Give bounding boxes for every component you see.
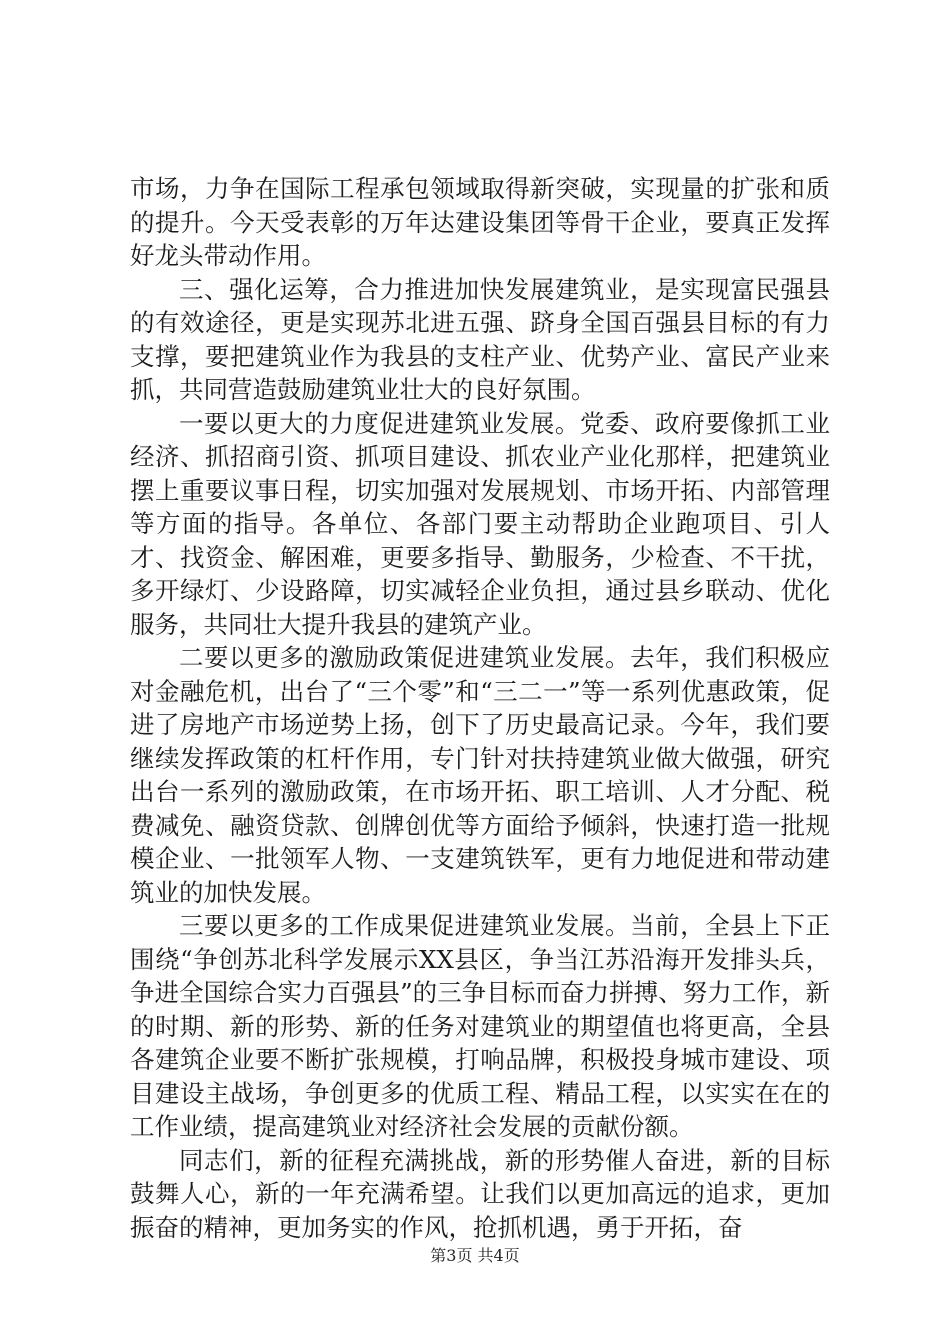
paragraph-point-one: 一要以更大的力度促进建筑业发展。党委、政府要像抓工业经济、抓招商引资、抓项目建设、抓农业产业化那样，把建筑业摆上重要议事日程，切实加强对发展规划、市场开拓、内部管理等方面的指导。各单位、各部门要主动帮助企业跑项目、引人才、找资金、解困难，更要多指导、勤服务，少检查、不干扰，多开绿灯、少设路障，切实减轻企业负担，通过县乡联动、优化服务，共同壮大提升我县的建筑产业。 [130, 408, 830, 639]
document-body [130, 172, 830, 1244]
paragraph-point-three: 三要以更多的工作成果促进建筑业发展。当前，全县上下正围绕“争创苏北科学发展示XX县区，争当江苏沿海开发排头兵，争进全国综合实力百强县”的三争目标而奋力拼搏、努力工作，新的时期、新的形势、新的任务对建筑业的期望值也将更高，全县各建筑企业要不断扩张规模，打响品牌，积极投身城市建设、项目建设主战场，争创更多的优质工程、精品工程，以实实在在的工作业绩，提高建筑业对经济社会发展的贡献份额。 [130, 911, 830, 1141]
paragraph-closing: 同志们，新的征程充满挑战，新的形势催人奋进，新的目标鼓舞人心，新的一年充满希望。让我们以更加高远的追求，更加振奋的精神，更加务实的作风，抢抓机遇，勇于开拓，奋 [130, 1145, 830, 1242]
page-number-footer: 第3页 共4页 [430, 1246, 520, 1265]
paragraph-point-two: 二要以更多的激励政策促进建筑业发展。去年，我们积极应对金融危机，出台了“三个零”和“三二一”等一系列优惠政策，促进了房地产市场逆势上扬，创下了历史最高记录。今年，我们要继续发挥政策的杠杆作用，专门针对扶持建筑业做大做强，研究出台一系列的激励政策，在市场开拓、职工培训、人才分配、税费减免、融资贷款、创牌创优等方面给予倾斜，快速打造一批规模企业、一批领军人物、一支建筑铁军，更有力地促进和带动建筑业的加快发展。 [130, 643, 830, 907]
paragraph-continuation: 市场，力争在国际工程承包领域取得新突破，实现量的扩张和质的提升。今天受表彰的万年达建设集团等骨干企业，要真正发挥好龙头带动作用。 [130, 174, 830, 270]
paragraph-section-three: 三、强化运筹，合力推进加快发展建筑业，是实现富民强县的有效途径，更是实现苏北进五强、跻身全国百强县目标的有力支撑，要把建筑业作为我县的支柱产业、优势产业、富民产业来抓，共同营造鼓励建筑业壮大的良好氛围。 [130, 274, 830, 404]
